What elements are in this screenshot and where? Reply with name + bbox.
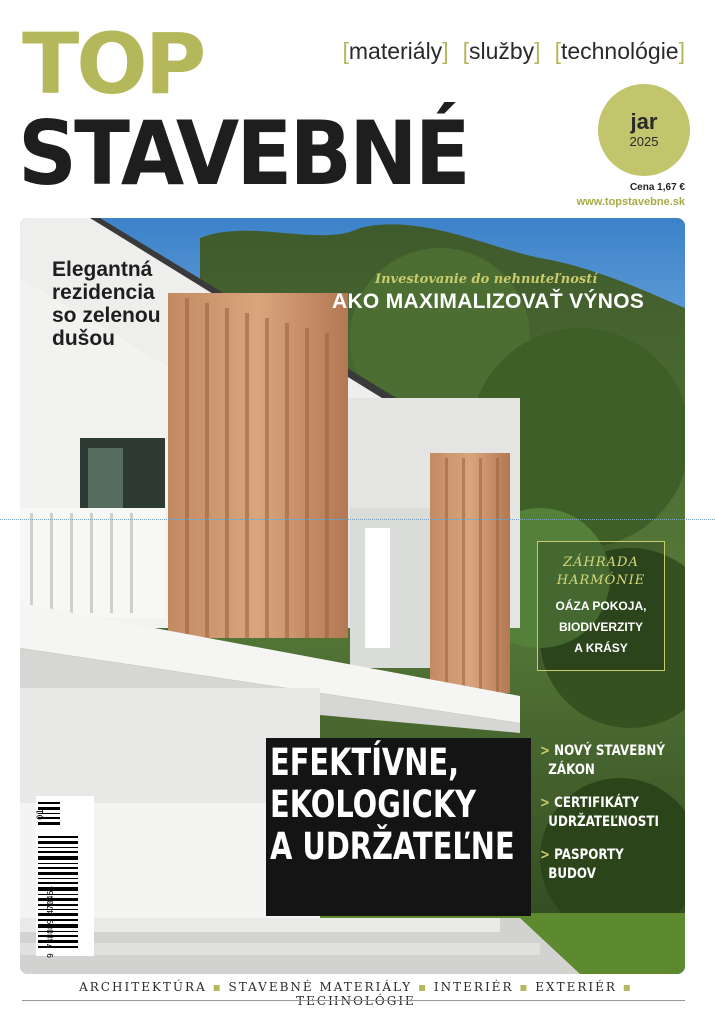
tag-materials: [materiály]	[342, 38, 449, 64]
website-url: www.topstavebne.sk	[576, 196, 685, 208]
topic-item: > CERTIFIKÁTY UDRŽATEĽNOSTI	[540, 795, 659, 830]
topic-item: > PASPORTY BUDOV	[540, 847, 624, 882]
footer-section: INTERIÉR	[433, 980, 514, 994]
tagline	[342, 38, 685, 65]
investment-headline: AKO MAXIMALIZOVAŤ VÝNOS	[332, 290, 645, 313]
footer-section: TECHNOLÓGIE	[296, 994, 416, 1008]
topic-list	[540, 742, 665, 898]
season-badge	[598, 84, 690, 176]
barcode	[36, 796, 94, 956]
season-year: 2025	[629, 134, 659, 149]
guide-line	[0, 519, 715, 520]
main-headline: EFEKTÍVNE, EKOLOGICKY A UDRŽATEĽNE	[270, 741, 515, 868]
investment-kicker: Investovanie do nehnuteľností	[375, 272, 598, 287]
barcode-number: 9 788089 470464	[46, 885, 55, 958]
price: Cena 1,67 €	[629, 182, 685, 193]
footer-section: EXTERIÉR	[535, 980, 617, 994]
footer-section: STAVEBNÉ MATERIÁLY	[228, 980, 413, 994]
tag-technology: [technológie]	[554, 38, 685, 64]
tag-services: [služby]	[462, 38, 541, 64]
garden-feature-box	[537, 541, 665, 671]
footer-section: ARCHITEKTÚRA	[79, 980, 207, 994]
issue-code: 01	[36, 809, 46, 820]
barcode-bars	[36, 796, 94, 956]
feature-line: so zelenou	[52, 304, 161, 327]
topic-item: > NOVÝ STAVEBNÝ ZÁKON	[540, 743, 666, 778]
feature-line: dušou	[52, 327, 115, 350]
feature-residence	[52, 258, 161, 350]
feature-line: Elegantná	[52, 258, 153, 281]
logo-top: TOP	[22, 15, 204, 113]
feature-line: rezidencia	[52, 281, 155, 304]
garden-title: ZÁHRADA HARMÓNIE	[556, 555, 646, 588]
season-label: jar	[630, 109, 658, 134]
footer-rule	[22, 1000, 685, 1001]
section-footer: ARCHITEKTÚRA ▪ STAVEBNÉ MATERIÁLY ▪ INTERIÉR ▪ EXTERIÉR ▪ TECHNOLÓGIE	[79, 980, 633, 1008]
garden-subtitle: OÁZA POKOJA, BIODIVERZITY A KRÁSY	[555, 599, 647, 655]
logo-main: STAVEBNÉ	[18, 102, 468, 205]
